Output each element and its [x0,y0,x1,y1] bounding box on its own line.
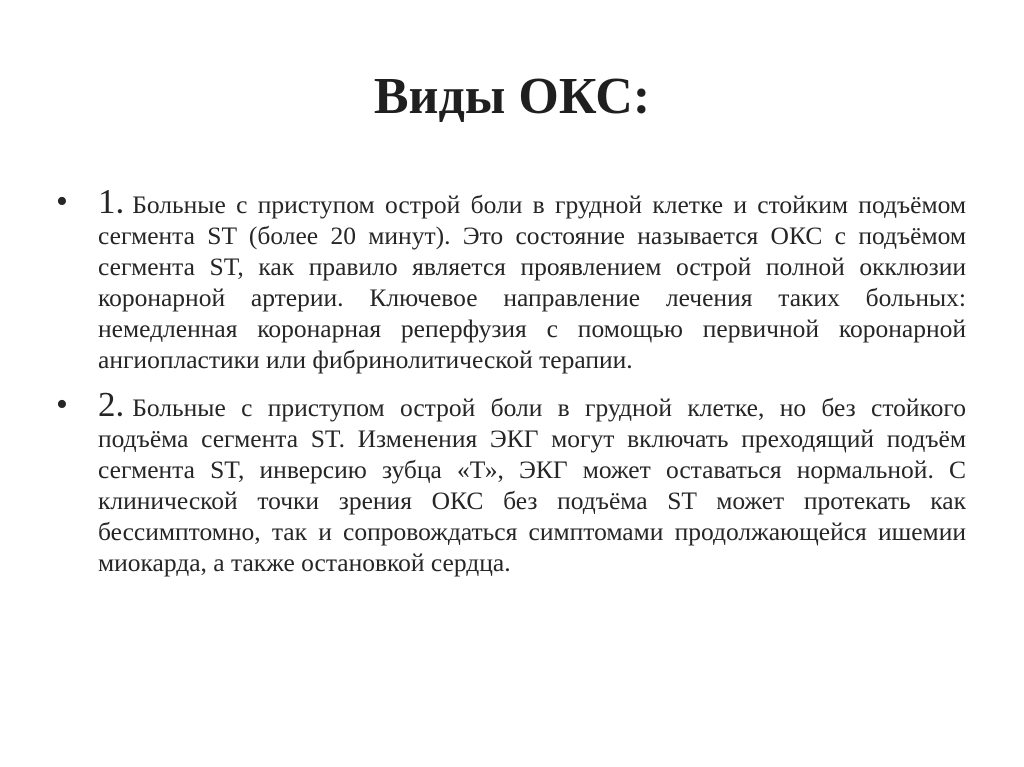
bullet-number: 1. [98,182,125,221]
bullet-list [56,182,966,578]
bullet-item-1 [56,182,966,375]
bullet-dot-icon: • [56,183,68,220]
slide-title: Виды ОКС: [373,68,651,125]
bullet-item-2 [56,385,966,578]
bullet-dot-icon: • [56,386,68,423]
bullet-number: 2. [98,385,125,424]
bullet-text: Больные с приступом острой боли в грудной клетке и стойким подъёмом сегмента ST (более 20 минут). Это состояние называется ОКС с подъёмом сегмента ST, как правило является проявлением острой полной окклюзии коронарной артерии. Ключевое направление лечения таких больных: немедленная коронарная реперфузия с помощью первичной коронарной ангиопластики или фибринолитической терапии. [98,190,966,374]
bullet-text: Больные с приступом острой боли в грудной клетке, но без стойкого подъёма сегмента ST. Изменения ЭКГ могут включать преходящий подъём сегмента ST, инверсию зубца «Т», ЭКГ может оставаться нормальной. С клинической точки зрения ОКС без подъёма ST может протекать как бессимптомно, так и сопровождаться симптомами продолжающейся ишемии миокарда, а также остановкой сердца. [98,393,966,577]
